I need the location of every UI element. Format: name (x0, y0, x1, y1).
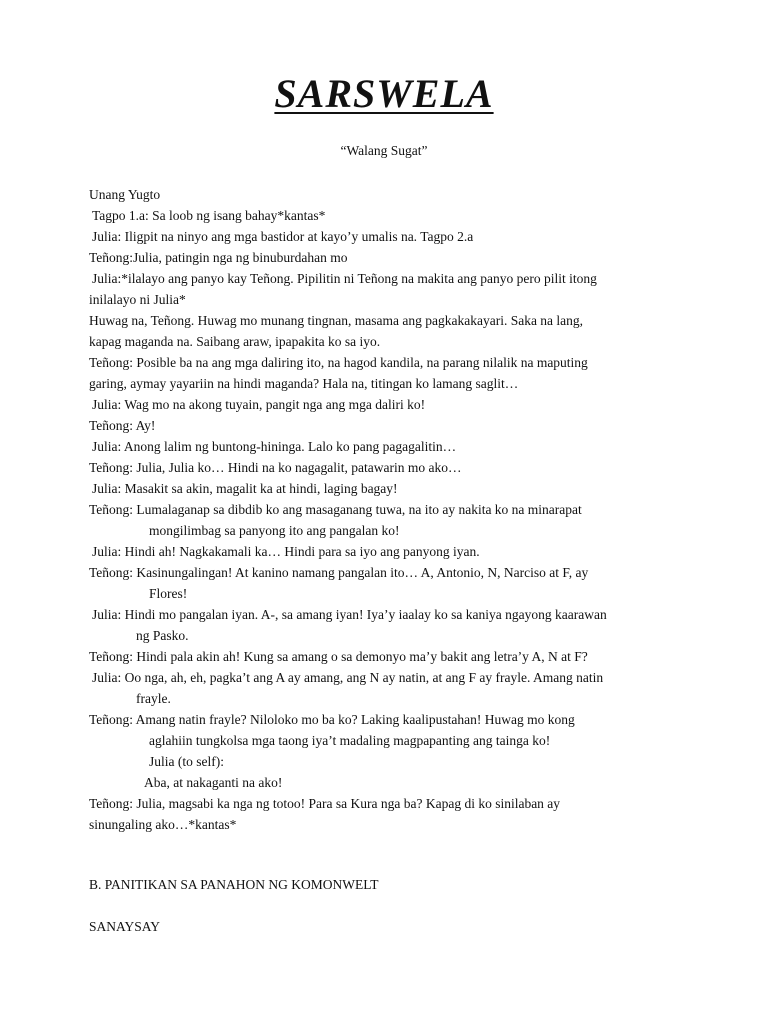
text-line: inilalayo ni Julia* (89, 292, 186, 307)
text-line: Flores! (149, 586, 188, 601)
text-line: Julia: Masakit sa akin, magalit ka at hindi, laging bagay! (92, 481, 398, 496)
text-line: aglahiin tungkolsa mga taong iya’t madaling magpapanting ang tainga ko! (149, 733, 551, 748)
text-line: Teñong: Lumalaganap sa dibdib ko ang masaganang tuwa, na ito ay nakita ko na minarapat (89, 502, 582, 517)
page-subtitle: “Walang Sugat” (340, 143, 428, 158)
text-line: Julia:*ilalayo ang panyo kay Teñong. Pipilitin ni Teñong na makita ang panyo pero pilit itong (92, 271, 597, 286)
text-line: Julia: Oo nga, ah, eh, pagka’t ang A ay amang, ang N ay natin, at ang F ay frayle. Amang natin (92, 670, 604, 685)
text-line: sinungaling ako…*kantas* (89, 817, 237, 832)
text-line: garing, aymay yayariin na hindi maganda? Hala na, titingan ko lamang saglit… (89, 376, 519, 391)
text-line: ng Pasko. (136, 628, 189, 643)
section-heading: B. PANITIKAN SA PANAHON NG KOMONWELT (89, 877, 379, 892)
text-line: mongilimbag sa panyong ito ang pangalan ko! (149, 523, 400, 538)
text-line: Tagpo 1.a: Sa loob ng isang bahay*kantas* (92, 208, 326, 223)
text-line: Teñong: Julia, magsabi ka nga ng totoo! Para sa Kura nga ba? Kapag di ko sinilaban ay (89, 796, 561, 811)
text-line: frayle. (136, 691, 171, 706)
text-line: kapag maganda na. Saibang araw, ipapakita ko sa iyo. (89, 334, 381, 349)
text-line: Julia: Anong lalim ng buntong-hininga. Lalo ko pang pagagalitin… (92, 439, 457, 454)
script-body (89, 184, 689, 835)
text-line: Huwag na, Teñong. Huwag mo munang tingnan, masama ang pagkakakayari. Saka na lang, (89, 313, 584, 328)
text-line: Aba, at nakaganti na ako! (144, 775, 283, 790)
text-line: Teñong: Posible ba na ang mga daliring ito, na hagod kandila, na parang nilalik na maputing (89, 355, 588, 370)
text-line: Julia: Hindi mo pangalan iyan. A-, sa amang iyan! Iya’y iaalay ko sa kaniya ngayong kaarawan (92, 607, 607, 622)
page-title: SARSWELA (274, 71, 494, 116)
text-line: Teñong: Julia, Julia ko… Hindi na ko nagagalit, patawarin mo ako… (89, 460, 462, 475)
text-line: Julia (to self): (149, 754, 224, 769)
text-line: Teñong: Kasinungalingan! At kanino namang pangalan ito… A, Antonio, N, Narciso at F, ay (89, 565, 589, 580)
text-line: Julia: Hindi ah! Nagkakamali ka… Hindi para sa iyo ang panyong iyan. (92, 544, 480, 559)
text-line: Julia: Iligpit na ninyo ang mga bastidor at kayo’y umalis na. Tagpo 2.a (92, 229, 474, 244)
text-line: Julia: Wag mo na akong tuyain, pangit nga ang mga daliri ko! (92, 397, 426, 412)
text-line: Teñong: Hindi pala akin ah! Kung sa amang o sa demonyo ma’y bakit ang letra’y A, N at F? (89, 649, 588, 664)
text-line: Teñong: Ay! (89, 418, 156, 433)
text-line: Unang Yugto (89, 187, 161, 202)
text-line: Teñong:Julia, patingin nga ng binuburdahan mo (89, 250, 348, 265)
text-line: Teñong: Amang natin frayle? Niloloko mo ba ko? Laking kaalipustahan! Huwag mo kong (89, 712, 575, 727)
section-subheading: SANAYSAY (89, 919, 161, 934)
